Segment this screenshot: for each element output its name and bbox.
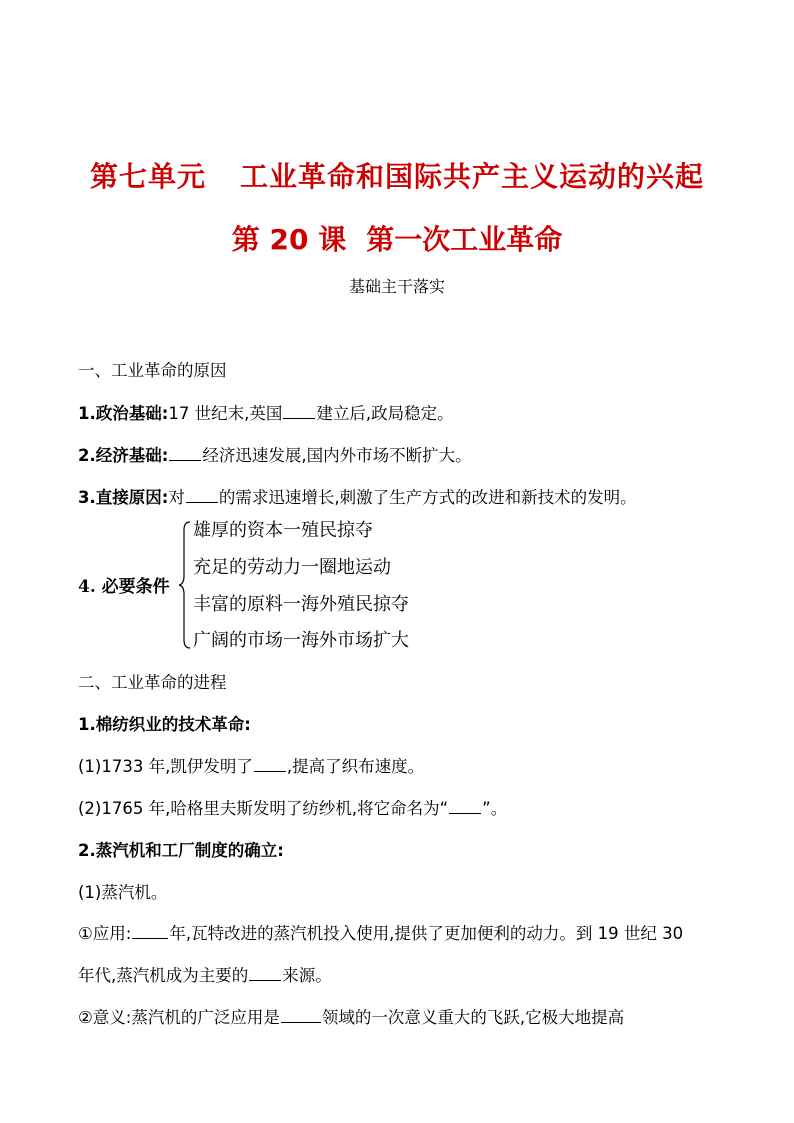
item-political-basis: 1.政治基础:17 世纪末,英国 建立后,政局稳定。 [78, 404, 454, 423]
sub-heading-cotton: 1.棉纺织业的技术革命: [78, 715, 251, 734]
item-kay-invention: (1)1733 年,凯伊发明了 ,提高了织布速度。 [78, 757, 425, 776]
sub-heading-steam: 2.蒸汽机和工厂制度的确立: [78, 841, 284, 860]
section-subtitle: 基础主干落实 [348, 277, 445, 296]
item-label: 1.政治基础: [78, 404, 169, 423]
lesson-name: 第一次工业革命 [366, 223, 563, 256]
fill-blank[interactable] [281, 1008, 321, 1023]
item-steam-engine: (1)蒸汽机。 [78, 883, 168, 902]
item-label: 2.经济基础: [78, 446, 169, 465]
item-steam-application: ①应用: 年,瓦特改进的蒸汽机投入使用,提供了更加便利的动力。到 19 世纪 30 [78, 924, 684, 943]
fill-blank[interactable] [449, 799, 481, 814]
fill-blank[interactable] [169, 446, 201, 461]
item-necessary-conditions: 4. 必要条件 [78, 577, 170, 597]
lesson-number: 第 20 课 [231, 223, 347, 256]
unit-title [0, 155, 794, 195]
fill-blank[interactable] [249, 966, 281, 981]
brace-icon [178, 520, 192, 650]
condition-item: 广阔的市场一海外市场扩大 [193, 630, 409, 651]
item-steam-application-cont: 年代,蒸汽机成为主要的 来源。 [78, 966, 332, 985]
item-direct-cause: 3.直接原因:对 的需求迅速增长,刺激了生产方式的改进和新技术的发明。 [78, 488, 637, 507]
condition-item: 充足的劳动力一圈地运动 [193, 557, 391, 578]
condition-item: 丰富的原料一海外殖民掠夺 [193, 594, 409, 615]
fill-blank[interactable] [283, 404, 315, 419]
fill-blank[interactable] [186, 488, 218, 503]
item-economic-basis: 2.经济基础: 经济迅速发展,国内外市场不断扩大。 [78, 446, 472, 465]
item-hargreaves-invention: (2)1765 年,哈格里夫斯发明了纺纱机,将它命名为“ ”。 [78, 799, 508, 818]
unit-name: 工业革命和国际共产主义运动的兴起 [240, 160, 705, 193]
lesson-title [0, 218, 794, 258]
section2-heading: 二、工业革命的进程 [78, 673, 227, 692]
unit-number: 第七单元 [89, 160, 206, 193]
fill-blank[interactable] [132, 924, 168, 939]
item-steam-significance: ②意义:蒸汽机的广泛应用是 领域的一次意义重大的飞跃,它极大地提高 [78, 1008, 625, 1027]
fill-blank[interactable] [254, 757, 286, 772]
item-label: 3.直接原因: [78, 488, 169, 507]
section1-heading: 一、工业革命的原因 [78, 361, 227, 380]
condition-item: 雄厚的资本一殖民掠夺 [193, 520, 373, 541]
